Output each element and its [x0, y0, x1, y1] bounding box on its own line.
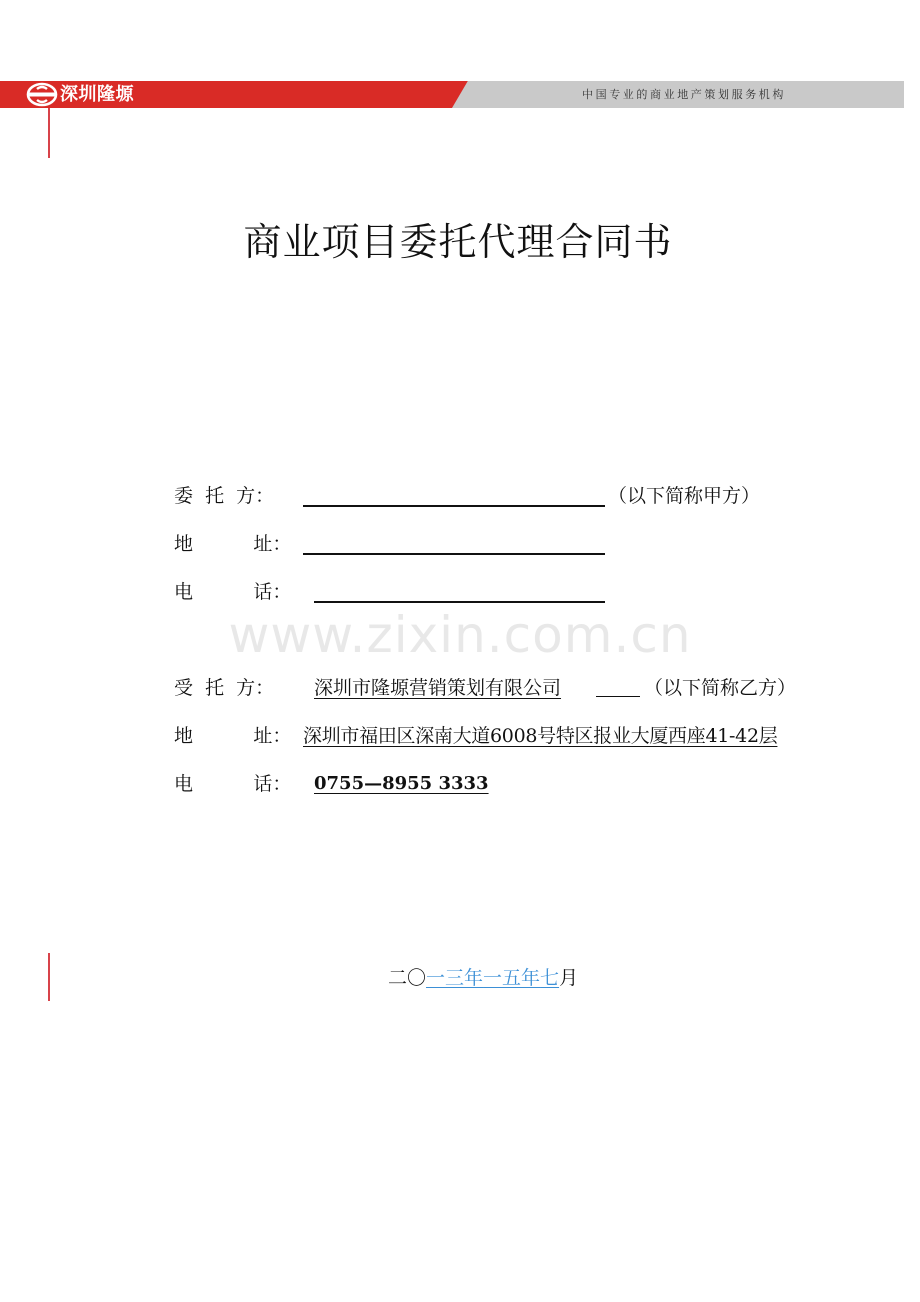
date-month-number: 七 [540, 967, 560, 989]
party-b-name-underline-tail [596, 673, 640, 697]
company-logo-icon [26, 82, 58, 107]
date-year-part2: 一五年 [483, 967, 541, 989]
address-label: 地 址： [174, 533, 292, 555]
margin-line-bottom [48, 953, 50, 1001]
party-a-alias: （以下简称甲方） [608, 485, 761, 507]
date-month-suffix: 月 [559, 967, 579, 989]
party-b-alias: （以下简称乙方） [644, 677, 797, 699]
party-a-address-row [174, 529, 874, 559]
address-label-b: 地 址： [174, 725, 292, 747]
party-b-address-row [174, 721, 874, 751]
watermark: www.zixin.com.cn [228, 606, 692, 664]
party-b-entrust-row [174, 673, 874, 703]
party-b-name: 深圳市隆塬营销策划有限公司 [314, 677, 562, 699]
date-prefix: 二〇 [388, 967, 427, 989]
phone-label: 电 话： [174, 581, 292, 603]
entrust-label: 委 托 方： [174, 485, 275, 507]
header-slogan: 中国专业的商业地产策划服务机构 [582, 88, 786, 101]
brand-name: 深圳隆塬 [60, 84, 134, 105]
party-a-address-blank[interactable] [303, 529, 605, 555]
margin-line-top [48, 108, 50, 158]
phone-label-b: 电 话： [174, 773, 292, 795]
contract-date [388, 963, 578, 993]
party-b-phone: 0755—8955 3333 [314, 773, 489, 794]
party-a-entrust-row [174, 481, 874, 511]
party-a-name-blank[interactable] [303, 481, 605, 507]
party-b-phone-row [174, 769, 874, 799]
party-a-phone-blank[interactable] [314, 577, 605, 603]
date-year-part1: 一三年 [426, 967, 484, 989]
party-b-address: 深圳市福田区深南大道6008号特区报业大厦西座41-42层 [303, 725, 778, 747]
header-band [0, 81, 904, 108]
document-title: 商业项目委托代理合同书 [243, 220, 673, 264]
entrustee-label: 受 托 方： [174, 677, 275, 699]
